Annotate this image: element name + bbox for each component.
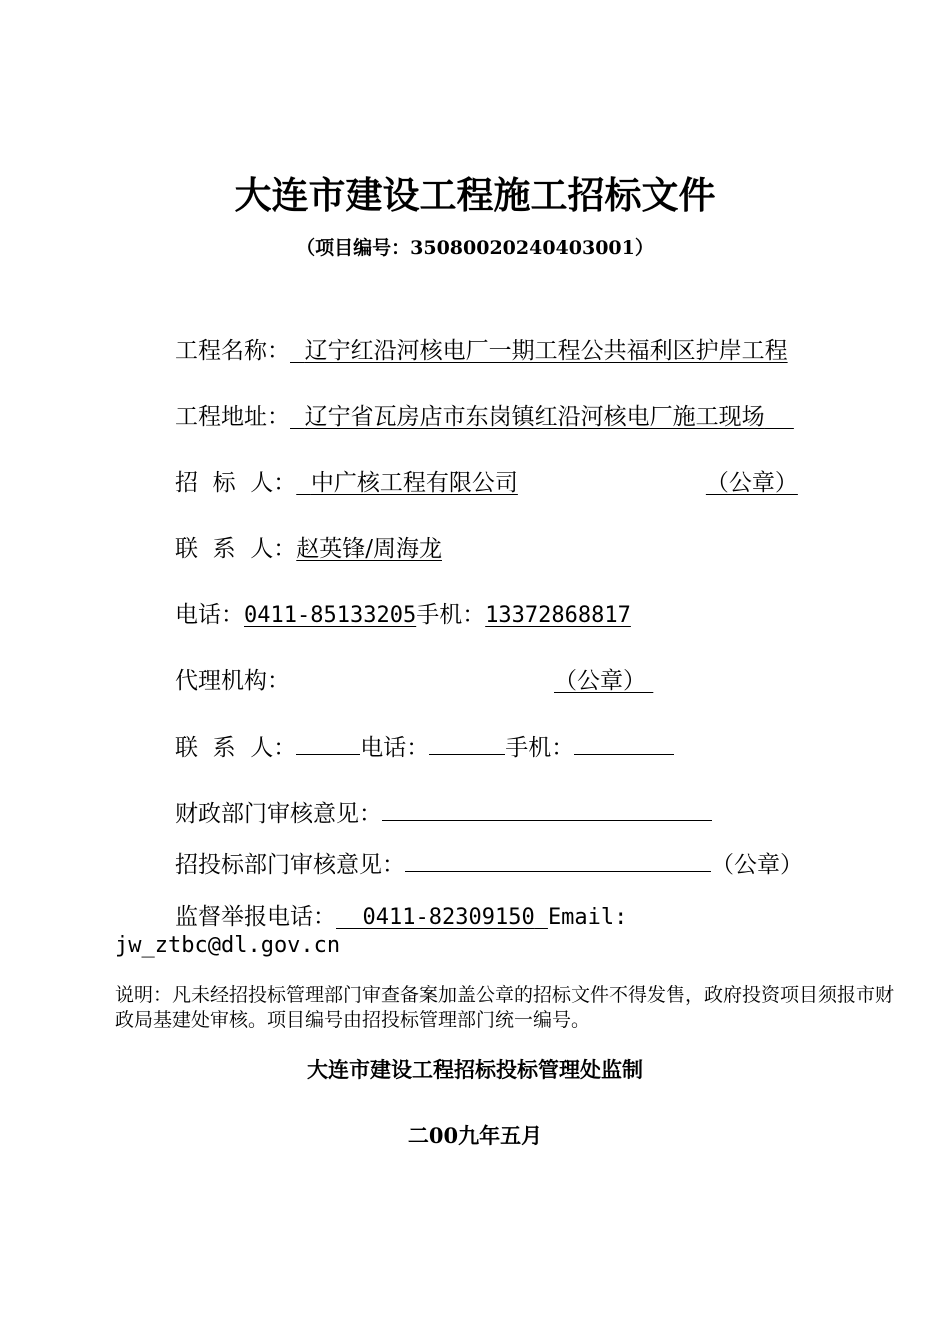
agency-mobile-label: 手机：: [505, 735, 575, 761]
project-name-row: [175, 336, 788, 366]
agency-field: （公章）: [554, 668, 646, 694]
project-number: （项目编号：35080020240403001）: [296, 237, 654, 259]
phone-value: 0411-85133205: [244, 603, 417, 628]
contact-label: 联 系 人：: [175, 536, 297, 562]
agency-phone-blank: [429, 732, 505, 755]
agency-contact-row: [175, 732, 674, 763]
footer-date: 二00九年五月: [407, 1123, 543, 1148]
project-name-value: 辽宁红沿河核电厂一期工程公共福利区护岸工程: [304, 338, 788, 364]
bidding-review-row: [175, 849, 803, 880]
phone-label: 电话：: [175, 602, 244, 628]
tenderer-row: [175, 468, 798, 498]
phone-row: [175, 600, 631, 631]
footer-org: 大连市建设工程招标投标管理处监制: [307, 1057, 643, 1082]
agency-contact-label: 联 系 人：: [175, 735, 297, 761]
tenderer-value: 中广核工程有限公司 （公章）: [310, 470, 798, 496]
finance-review-blank: [382, 798, 712, 821]
contact-value: 赵英锋/周海龙: [296, 536, 442, 562]
contact-row: [175, 534, 442, 564]
agency-mobile-blank: [574, 732, 674, 755]
finance-review-label: 财政部门审核意见：: [175, 801, 382, 827]
mobile-label: 手机：: [416, 602, 486, 628]
agency-label: 代理机构：: [175, 668, 290, 694]
bidding-review-seal: （公章）: [711, 852, 803, 878]
email-label: Email:: [547, 905, 628, 930]
agency-contact-blank: [296, 732, 360, 755]
mobile-value: 13372868817: [485, 603, 631, 628]
agency-row: [175, 666, 653, 696]
report-row: [175, 902, 627, 933]
agency-phone-label: 电话：: [360, 735, 430, 761]
project-name-label: 工程名称：: [175, 338, 290, 364]
document-title: 大连市建设工程施工招标文件: [234, 173, 716, 217]
finance-review-row: [175, 798, 712, 829]
tenderer-label: 招 标 人：: [175, 470, 297, 496]
project-address-row: [175, 402, 794, 432]
bidding-review-blank: [405, 849, 711, 872]
project-address-value: 辽宁省瓦房店市东岗镇红沿河核电厂施工现场: [304, 404, 765, 430]
report-label: 监督举报电话：: [175, 904, 336, 930]
bidding-review-label: 招投标部门审核意见：: [175, 852, 405, 878]
note-text: 说明：凡未经招投标管理部门审查备案加盖公章的招标文件不得发售，政府投资项目须报市财政局基建处审核。项目编号由招投标管理部门统一编号。: [115, 984, 895, 1031]
email-value[interactable]: jw_ztbc@dl.gov.cn: [115, 933, 341, 958]
report-phone: 0411-82309150: [362, 905, 535, 930]
project-address-label: 工程地址：: [175, 404, 290, 430]
